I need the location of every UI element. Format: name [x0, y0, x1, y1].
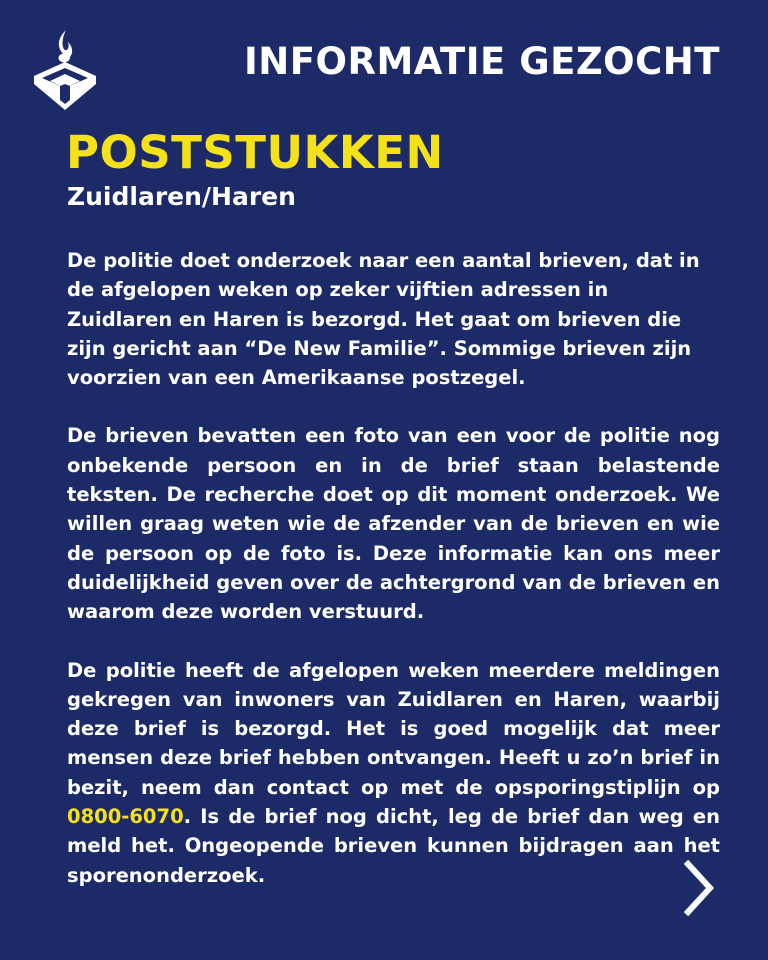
paragraph-3 [67, 656, 720, 890]
paragraph-1: De politie doet onderzoek naar een aantal brieven, dat in de afgelopen weken op zeker vijftien adressen in Zuidlaren en Haren is bezorgd. Het gaat om brieven die zijn gericht aan “De New Familie”. Sommige brieven zijn voorzien van een Amerikaanse postzegel. [67, 249, 700, 390]
location-subtitle: Zuidlaren/Haren [67, 182, 296, 211]
subject-title: POSTSTUKKEN [66, 126, 444, 179]
paragraph-2: De brieven bevatten een foto van een voor de politie nog onbekende persoon en in de brief staan belastende teksten. De recherche doet op dit moment onderzoek. We willen graag weten wie de afzender van de brieven en wie de persoon op de foto is. Deze informatie kan ons meer duidelijkheid geven over de achtergrond van de brieven en waarom deze worden verstuurd. [67, 424, 720, 624]
police-logo-icon [30, 28, 100, 112]
article-body [67, 246, 720, 890]
tipline-phone-number[interactable]: 0800-6070 [67, 805, 184, 829]
header-title: INFORMATIE GEZOCHT [244, 40, 720, 83]
paragraph-3-outro: . Is de brief nog dicht, leg de brief dan weg en meld het. Ongeopende brieven kunnen bijdragen aan het sporenonderzoek. [67, 805, 720, 887]
next-slide-chevron-right-icon[interactable] [680, 858, 720, 918]
paragraph-3-intro: De politie heeft de afgelopen weken meerdere meldingen gekregen van inwoners van Zuidlaren en Haren, waarbij deze brief is bezorgd. Het is goed mogelijk dat meer mensen deze brief hebben ontvangen. Heeft u zo’n brief in bezit, neem dan contact op met de opsporingstiplijn op [67, 658, 720, 799]
